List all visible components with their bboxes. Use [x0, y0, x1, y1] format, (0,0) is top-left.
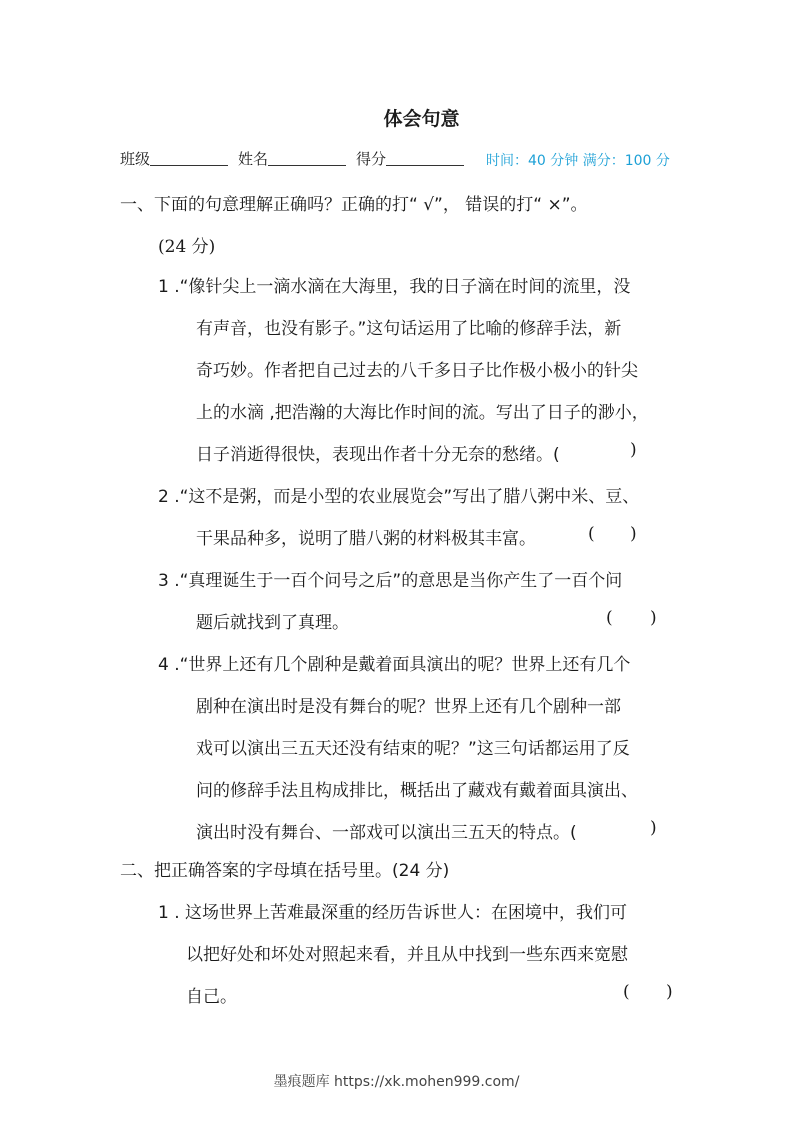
q1-line-2: 有声音，也没有影子。”这句话运用了比喻的修辞手法，新 [196, 319, 622, 339]
section-2-heading: 二、把正确答案的字母填在括号里。(24 分) [120, 861, 450, 881]
section-1-points: (24 分) [158, 237, 216, 257]
q3-answer-close[interactable]: ) [650, 608, 657, 628]
name-blank[interactable] [268, 151, 346, 166]
s2-q1-line-3: 自己。 [186, 987, 237, 1007]
s2-q1-answer-open[interactable]: ( [623, 982, 630, 1002]
section-1-heading: 一、下面的句意理解正确吗？正确的打“ √”， 错误的打“ ×”。 [120, 195, 588, 215]
q1-answer-close[interactable]: ) [630, 440, 637, 460]
q2-line-2: 干果品种多，说明了腊八粥的材料极其丰富。 [196, 529, 536, 549]
q1-line-5: 日子消逝得很快，表现出作者十分无奈的愁绪。( [196, 445, 560, 465]
q2-answer-close[interactable]: ) [630, 524, 637, 544]
score-label: 得分 [356, 150, 387, 168]
footer-watermark: 墨痕题库 https://xk.mohen999.com/ [273, 1074, 520, 1090]
s2-q1-line-2: 以把好处和坏处对照起来看，并且从中找到一些东西来宽慰 [186, 945, 628, 965]
page-title: 体会句意 [383, 108, 460, 130]
score-blank[interactable] [386, 151, 464, 166]
q2-answer-open[interactable]: ( [588, 524, 595, 544]
q4-line-1: 4 .“世界上还有几个剧种是戴着面具演出的呢？世界上还有几个 [158, 655, 631, 675]
q1-line-4: 上的水滴 ,把浩瀚的大海比作时间的流。写出了日子的渺小， [196, 403, 649, 423]
q4-line-2: 剧种在演出时是没有舞台的呢？世界上还有几个剧种一部 [196, 697, 621, 717]
q3-line-1: 3 .“真理诞生于一百个问号之后”的意思是当你产生了一百个问 [158, 571, 623, 591]
q1-line-1: 1 .“像针尖上一滴水滴在大海里，我的日子滴在时间的流里，没 [158, 277, 631, 297]
q4-line-5: 演出时没有舞台、一部戏可以演出三五天的特点。( [196, 823, 577, 843]
time-info: 时间：40 分钟 满分：100 分 [486, 153, 670, 169]
class-blank[interactable] [150, 151, 228, 166]
q3-line-2: 题后就找到了真理。 [196, 613, 349, 633]
name-label: 姓名 [238, 150, 269, 168]
q4-answer-close[interactable]: ) [650, 818, 657, 838]
q4-line-4: 问的修辞手法且构成排比，概括出了藏戏有戴着面具演出、 [196, 781, 638, 801]
q4-line-3: 戏可以演出三五天还没有结束的呢？”这三句话都运用了反 [196, 739, 630, 759]
class-label: 班级 [120, 150, 151, 168]
q1-line-3: 奇巧妙。作者把自己过去的八千多日子比作极小极小的针尖 [196, 361, 638, 381]
s2-q1-answer-close[interactable]: ) [666, 982, 673, 1002]
q2-line-1: 2 .“这不是粥，而是小型的农业展览会”写出了腊八粥中米、豆、 [158, 487, 640, 507]
s2-q1-line-1: 1 . 这场世界上苦难最深重的经历告诉世人：在困境中，我们可 [158, 903, 628, 923]
q3-answer-open[interactable]: ( [606, 608, 613, 628]
student-info-row [120, 148, 474, 169]
